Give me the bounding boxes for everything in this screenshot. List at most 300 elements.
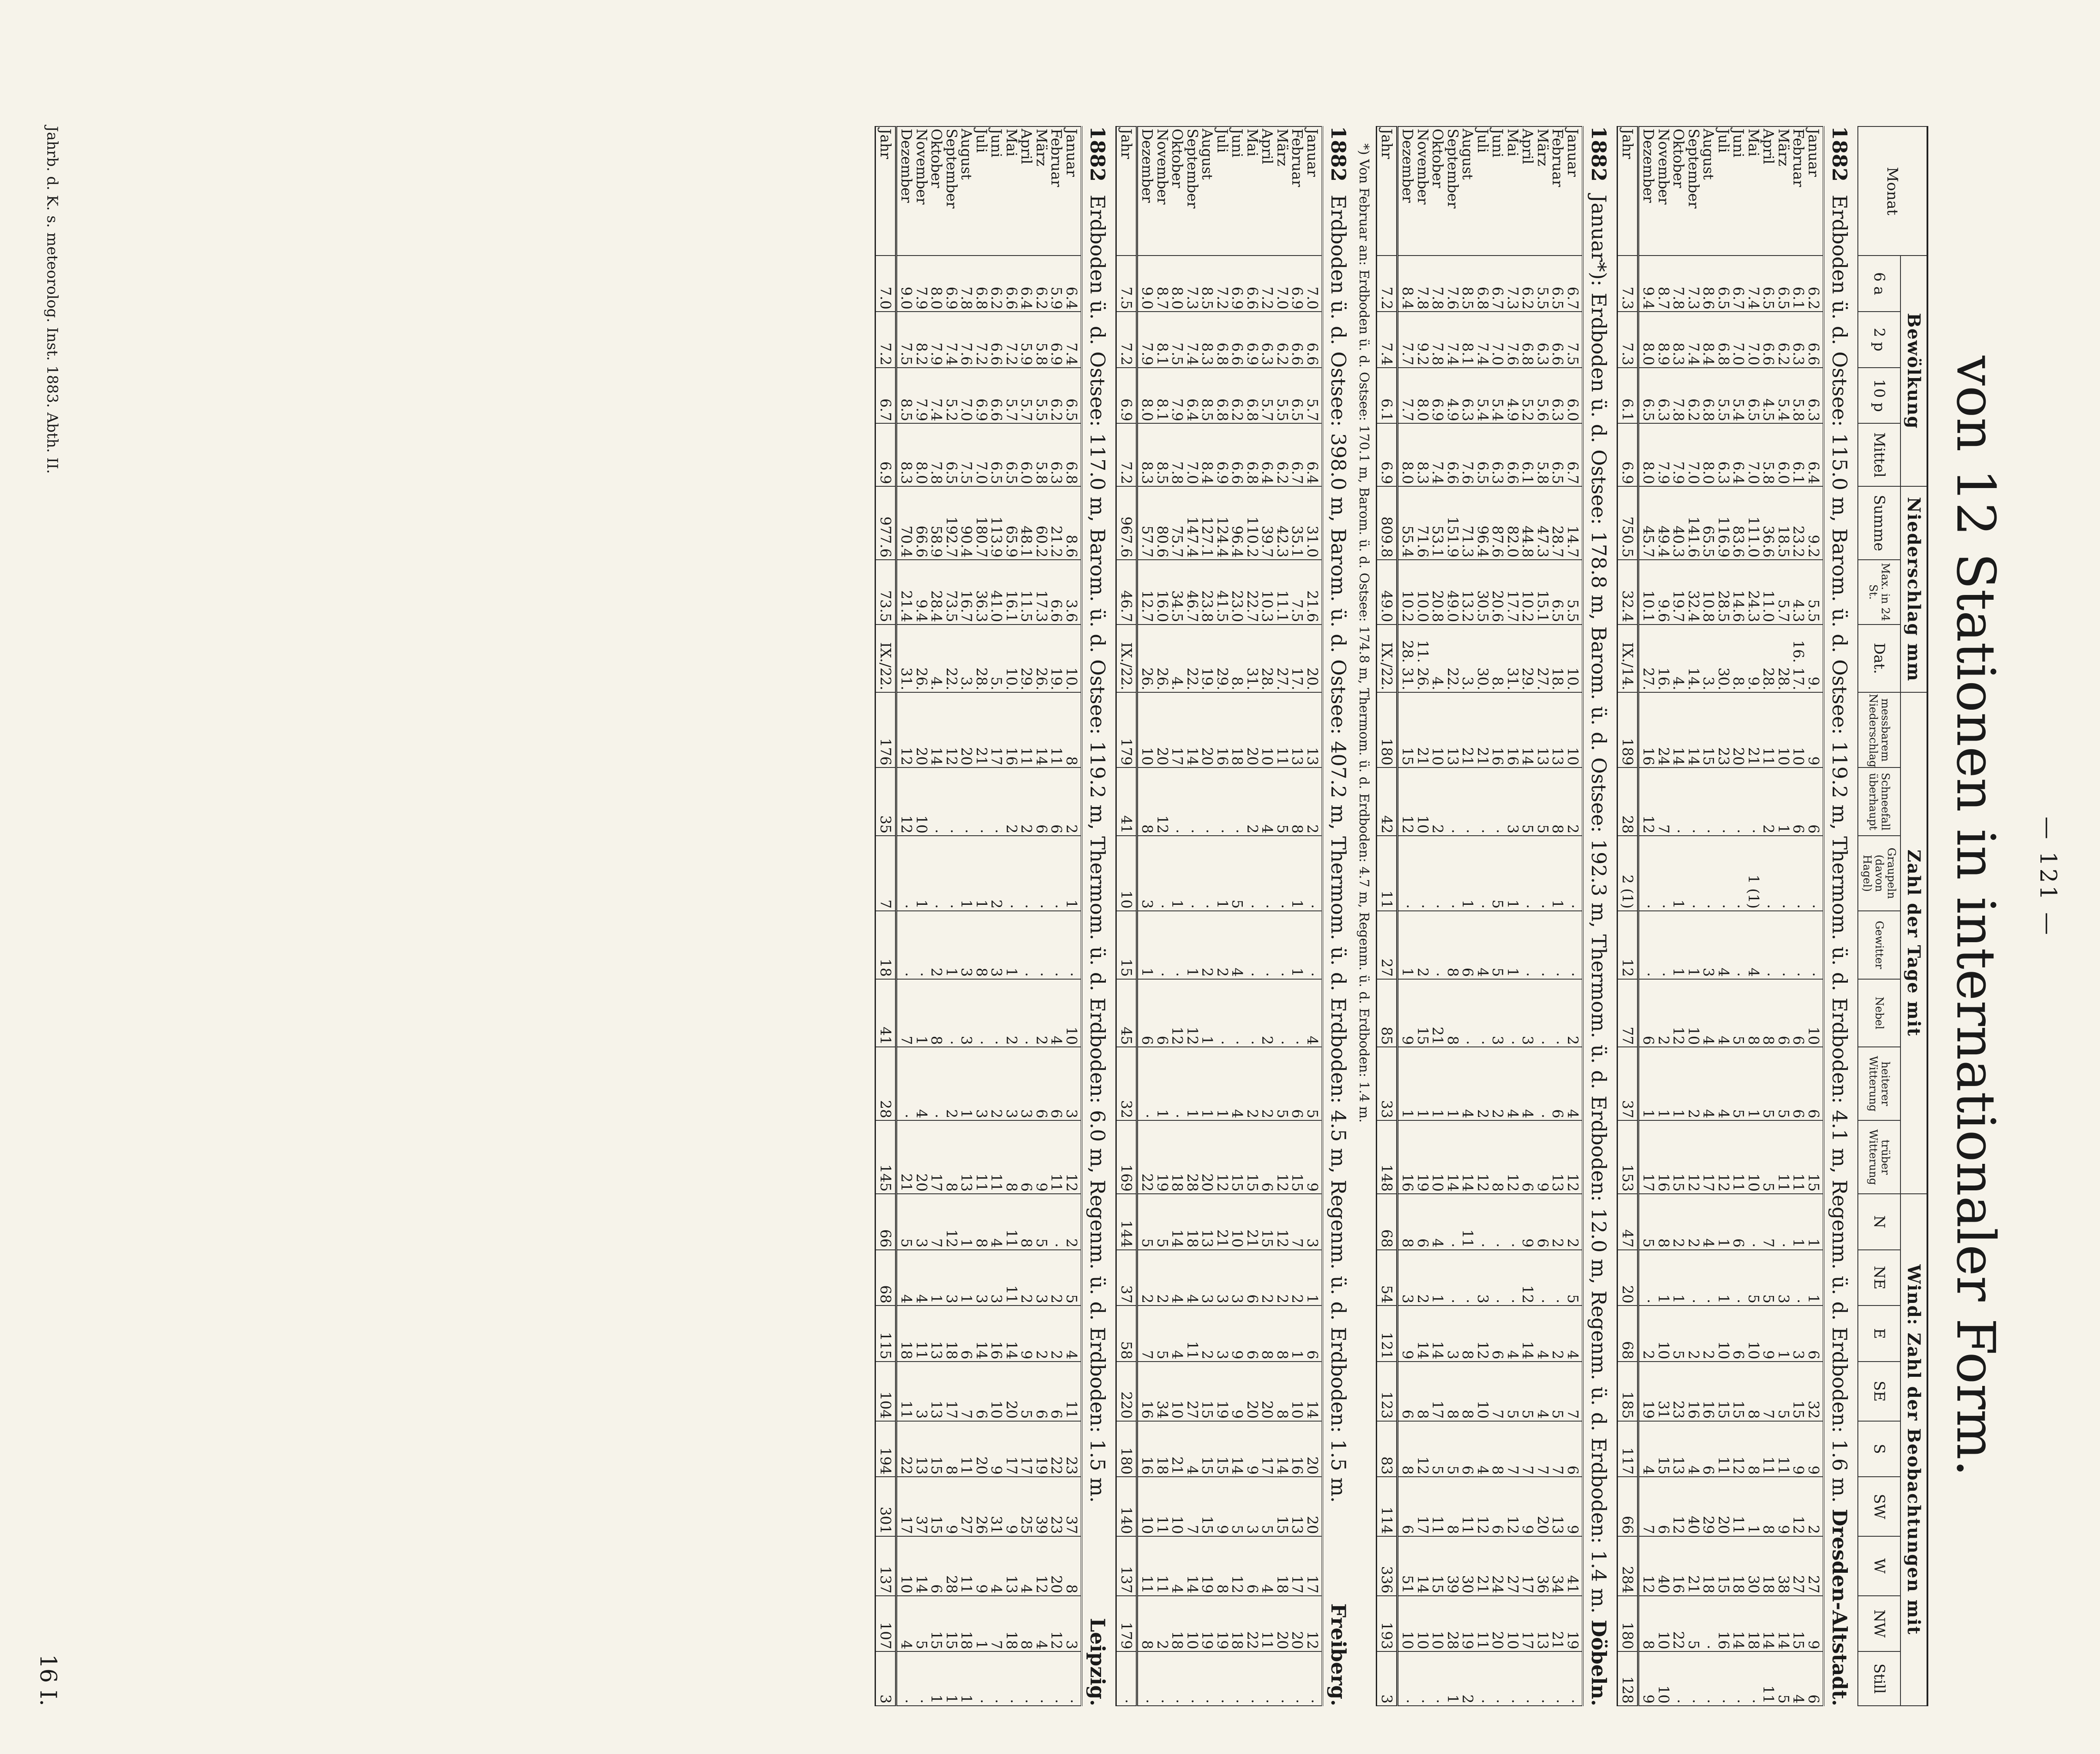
table-cell: 4 xyxy=(1185,1421,1200,1477)
table-cell: 6.3 xyxy=(1260,312,1275,368)
table-cell: 11 xyxy=(1430,1477,1445,1536)
table-cell: 40.3 xyxy=(1671,486,1686,560)
table-cell: 29. xyxy=(1019,625,1034,693)
table-cell: 11 xyxy=(1460,1477,1475,1536)
table-cell: 6 xyxy=(1656,1477,1671,1536)
table-cell: 22. xyxy=(1185,625,1200,693)
year-total-row xyxy=(1116,126,1137,1706)
table-cell: · xyxy=(1535,1651,1551,1706)
table-cell: IX./22. xyxy=(875,625,896,693)
table-cell: · xyxy=(1776,1194,1791,1250)
table-cell: · xyxy=(1460,979,1475,1047)
table-cell: 2 xyxy=(1671,1194,1686,1250)
table-cell: 1 xyxy=(1290,1306,1305,1362)
table-cell: 18 xyxy=(1170,1596,1185,1652)
table-cell: 6.8 xyxy=(974,256,989,312)
table-cell: 3 xyxy=(974,1250,989,1306)
table-cell: 15 xyxy=(1716,1362,1731,1421)
table-cell: 14 xyxy=(1034,692,1049,767)
year-total-row xyxy=(1377,126,1398,1706)
month-label: März xyxy=(1034,126,1049,256)
table-cell: 68 xyxy=(875,1250,896,1306)
table-cell: 7.2 xyxy=(1004,312,1019,368)
table-row xyxy=(1746,126,1761,1706)
table-cell: 14 xyxy=(1761,1596,1776,1652)
table-cell: 20 xyxy=(1275,1596,1290,1652)
table-cell: 1 xyxy=(1671,1047,1686,1120)
table-cell: 1 xyxy=(1445,1651,1461,1706)
table-cell: 6 xyxy=(1137,979,1155,1047)
table-cell: 12 xyxy=(1034,1536,1049,1596)
table-cell: 21.2 xyxy=(1049,486,1064,560)
table-cell: 6.8 xyxy=(1475,256,1491,312)
table-cell: 12 xyxy=(1505,1477,1521,1536)
table-cell: 10 xyxy=(1430,1120,1445,1194)
table-cell: 5 xyxy=(1445,1421,1461,1477)
table-cell: 10 xyxy=(1430,1596,1445,1652)
table-cell: 7.6 xyxy=(1505,312,1521,368)
table-cell: · xyxy=(1049,836,1064,911)
table-cell: 9 xyxy=(1230,1306,1245,1362)
table-cell: 15 xyxy=(1200,1362,1215,1421)
table-cell: · xyxy=(1445,767,1461,836)
table-row xyxy=(1137,126,1155,1706)
table-cell: 6.8 xyxy=(1245,423,1260,486)
table-cell: 4 xyxy=(1565,1306,1583,1362)
table-cell: 9.4 xyxy=(914,560,929,625)
table-cell: 7 xyxy=(1137,1306,1155,1362)
table-cell: 4 xyxy=(1535,1306,1551,1362)
table-cell: 11 xyxy=(1064,1362,1082,1421)
month-label: Mai xyxy=(1004,126,1019,256)
table-cell: 2 xyxy=(1686,1047,1701,1120)
table-cell: 13 xyxy=(1535,1596,1551,1652)
table-cell: 39 xyxy=(1445,1536,1461,1596)
table-cell: 16 xyxy=(1137,1362,1155,1421)
table-cell: 6.3 xyxy=(1490,423,1505,486)
table-cell: · xyxy=(974,767,989,836)
table-cell: 16 xyxy=(1398,1120,1415,1194)
table-cell: 13 xyxy=(929,1306,944,1362)
table-cell: 19 xyxy=(1200,1536,1215,1596)
table-cell: 16 xyxy=(1137,1421,1155,1477)
month-label: November xyxy=(1415,126,1431,256)
table-cell: 8.5 xyxy=(1155,423,1170,486)
table-cell: · xyxy=(1275,979,1290,1047)
table-cell: 28 xyxy=(1185,1120,1200,1194)
table-cell: 6.0 xyxy=(1776,423,1791,486)
table-cell: 34 xyxy=(1155,1362,1170,1421)
table-cell: · xyxy=(1245,836,1260,911)
table-cell: 20 xyxy=(1004,1362,1019,1421)
table-row xyxy=(1656,126,1671,1706)
table-cell: 5.5 xyxy=(1034,368,1049,424)
table-cell: 6.2 xyxy=(1806,256,1824,312)
table-row xyxy=(1200,126,1215,1706)
table-cell: 10. xyxy=(1004,625,1019,693)
table-cell: 16 xyxy=(1638,692,1656,767)
table-cell: 6 xyxy=(1460,1421,1475,1477)
table-cell: 6.2 xyxy=(1520,256,1535,312)
table-cell: 14 xyxy=(1275,1421,1290,1477)
table-cell: 5 xyxy=(1155,1194,1170,1250)
table-cell: 13 xyxy=(1290,1477,1305,1536)
table-cell: 5.8 xyxy=(1761,423,1776,486)
table-cell: 22 xyxy=(1671,1596,1686,1652)
table-row xyxy=(1064,126,1082,1706)
table-cell: 1 xyxy=(974,836,989,911)
table-cell: 11 xyxy=(959,1536,974,1596)
table-cell: 153 xyxy=(1617,1120,1638,1194)
table-cell: 8 xyxy=(1445,1477,1461,1536)
table-cell: 6.9 xyxy=(974,368,989,424)
table-cell: 151.9 xyxy=(1445,486,1461,560)
table-cell: 2 xyxy=(1155,1250,1170,1306)
table-cell: 1 xyxy=(959,1250,974,1306)
table-cell: 7.9 xyxy=(929,312,944,368)
table-cell: 11 xyxy=(1185,1306,1200,1362)
table-cell: 6.4 xyxy=(1731,423,1746,486)
table-cell: 14 xyxy=(1686,692,1701,767)
table-cell: 12 xyxy=(1638,1536,1656,1596)
table-cell: 28. xyxy=(974,625,989,693)
table-cell: · xyxy=(1049,1651,1064,1706)
table-cell: 6 xyxy=(1791,1047,1806,1120)
table-cell: 4 xyxy=(1505,1306,1521,1362)
table-cell: 10 xyxy=(1776,692,1791,767)
table-cell: 11.5 xyxy=(1019,560,1034,625)
month-label: März xyxy=(1275,126,1290,256)
table-cell: · xyxy=(1260,836,1275,911)
table-cell: 1 xyxy=(1185,911,1200,979)
table-cell: 28 xyxy=(944,1536,959,1596)
table-cell: 14 xyxy=(1731,1596,1746,1652)
table-cell: 104 xyxy=(875,1362,896,1421)
table-cell: 41 xyxy=(1565,1536,1583,1596)
table-cell: · xyxy=(1656,911,1671,979)
column-header xyxy=(1857,126,1928,1706)
table-cell: · xyxy=(1806,911,1824,979)
table-cell: 9.2 xyxy=(1806,486,1824,560)
table-cell: 4 xyxy=(1170,1306,1185,1362)
table-cell: 3. xyxy=(959,625,974,693)
table-cell: 6 xyxy=(1460,911,1475,979)
header-wind-col: Still xyxy=(1858,1651,1900,1706)
table-cell: 20.6 xyxy=(1490,560,1505,625)
table-cell: · xyxy=(1185,1651,1200,1706)
table-row xyxy=(1230,126,1245,1706)
table-cell: 10.3 xyxy=(1260,560,1275,625)
table-cell: 5 xyxy=(1275,767,1290,836)
table-cell: 5.8 xyxy=(1791,368,1806,424)
table-cell: 5 xyxy=(1230,836,1245,911)
table-cell: 8.3 xyxy=(1415,423,1431,486)
table-cell: 6.7 xyxy=(1290,423,1305,486)
table-cell: 8.0 xyxy=(1638,312,1656,368)
table-cell: 6.7 xyxy=(1565,256,1583,312)
table-cell: 10 xyxy=(1430,692,1445,767)
table-cell: 11 xyxy=(1460,1194,1475,1250)
table-cell: · xyxy=(1245,911,1260,979)
table-cell: · xyxy=(896,1651,914,1706)
table-cell: 27 xyxy=(1505,1536,1521,1596)
table-cell: 2 xyxy=(1550,1194,1565,1250)
table-cell: 179 xyxy=(1116,692,1137,767)
table-cell: 16 xyxy=(1671,1536,1686,1596)
table-cell: 60.2 xyxy=(1034,486,1049,560)
month-label: Januar xyxy=(1064,126,1082,256)
table-cell: 15 xyxy=(1275,1477,1290,1536)
table-cell: 6 xyxy=(1155,979,1170,1047)
table-cell: 17 xyxy=(1520,1536,1535,1596)
table-cell: · xyxy=(1776,911,1791,979)
table-row xyxy=(1475,126,1491,1706)
table-cell: 14 xyxy=(1185,1536,1200,1596)
table-cell: 6.8 xyxy=(1215,312,1230,368)
station-header xyxy=(1828,126,1851,1706)
table-cell: 6 xyxy=(1806,1047,1824,1120)
table-cell: 7.5 xyxy=(1565,312,1583,368)
table-cell: 9 xyxy=(1305,1120,1323,1194)
table-cell: 66 xyxy=(1617,1477,1638,1536)
month-label: April xyxy=(1260,126,1275,256)
table-cell: 18 xyxy=(1004,1596,1019,1652)
month-label: Dezember xyxy=(1137,126,1155,256)
table-cell: 10 xyxy=(1398,1596,1415,1652)
table-cell: 15 xyxy=(1791,1596,1806,1652)
table-cell: · xyxy=(1170,767,1185,836)
month-label: Juni xyxy=(1731,126,1746,256)
table-cell: 7.2 xyxy=(875,312,896,368)
table-cell: 21 xyxy=(974,692,989,767)
table-cell: 18.5 xyxy=(1776,486,1791,560)
table-cell: 16 xyxy=(1656,1120,1671,1194)
table-cell: 5.2 xyxy=(944,368,959,424)
table-cell: 7.0 xyxy=(1686,423,1701,486)
table-cell: 7 xyxy=(1565,1362,1583,1421)
table-cell: · xyxy=(1200,767,1215,836)
table-cell: 15 xyxy=(1716,1536,1731,1596)
table-cell: 114 xyxy=(1377,1477,1398,1536)
table-cell: 11 xyxy=(1155,1477,1170,1536)
table-cell: 6.9 xyxy=(1290,256,1305,312)
table-cell: 12 xyxy=(1275,1194,1290,1250)
table-cell: · xyxy=(1415,1651,1431,1706)
table-cell: 32.4 xyxy=(1617,560,1638,625)
header-niederschlag: Niederschlag mm xyxy=(1900,486,1927,692)
table-cell: 8 xyxy=(1746,979,1761,1047)
table-cell: 5 xyxy=(1064,1250,1082,1306)
table-cell: 18 xyxy=(1275,1536,1290,1596)
table-cell: 18 xyxy=(1746,1596,1761,1652)
table-cell: 9 xyxy=(1791,1421,1806,1477)
table-cell: 6.5 xyxy=(944,423,959,486)
table-cell: 6 xyxy=(1049,1362,1064,1421)
table-cell: · xyxy=(1761,836,1776,911)
table-cell: 1 xyxy=(1200,979,1215,1047)
table-cell: 8 xyxy=(1215,1536,1230,1596)
table-cell: 4 xyxy=(1716,911,1731,979)
table-cell: 66 xyxy=(875,1194,896,1250)
table-cell: 1 xyxy=(1290,836,1305,911)
table-cell: · xyxy=(896,1047,914,1120)
month-label: August xyxy=(959,126,974,256)
table-cell: 66.6 xyxy=(914,486,929,560)
table-cell: 37 xyxy=(1064,1477,1082,1536)
table-cell: · xyxy=(1535,979,1551,1047)
table-cell: 6.6 xyxy=(1761,312,1776,368)
table-cell: 83 xyxy=(1377,1421,1398,1477)
month-label: Juli xyxy=(1475,126,1491,256)
table-cell: · xyxy=(1716,836,1731,911)
table-cell: 7.5 xyxy=(1116,256,1137,312)
table-cell: · xyxy=(1746,1194,1761,1250)
table-cell: 6.3 xyxy=(1049,423,1064,486)
table-cell: 9.4 xyxy=(1638,256,1656,312)
station-data-table xyxy=(1617,126,1824,1706)
table-cell: 6 xyxy=(959,1306,974,1362)
table-cell: 12 xyxy=(1791,1477,1806,1536)
table-cell: 2 xyxy=(1034,979,1049,1047)
table-cell: 68 xyxy=(1377,1194,1398,1250)
table-cell: 8.1 xyxy=(1155,368,1170,424)
table-cell: 7.4 xyxy=(1445,312,1461,368)
table-cell: 2 xyxy=(1490,1047,1505,1120)
table-cell: 3 xyxy=(1064,1596,1082,1652)
year-label: Jahr xyxy=(1377,126,1398,256)
table-cell: 123 xyxy=(1377,1362,1398,1421)
table-cell: 4 xyxy=(1520,1047,1535,1120)
table-cell: 4 xyxy=(989,1194,1004,1250)
month-label: Januar xyxy=(1806,126,1824,256)
table-cell: 26. xyxy=(914,625,929,693)
month-label: März xyxy=(1776,126,1791,256)
table-cell: 9 xyxy=(1565,1477,1583,1536)
table-cell: 4 xyxy=(1701,1194,1716,1250)
table-cell: · xyxy=(1671,767,1686,836)
table-cell: 3 xyxy=(1230,1250,1245,1306)
table-cell: 96.4 xyxy=(1230,486,1245,560)
table-cell: · xyxy=(1806,836,1824,911)
table-cell: 85 xyxy=(1377,979,1398,1047)
table-cell: 4 xyxy=(914,1250,929,1306)
table-cell: 71.3 xyxy=(1460,486,1475,560)
table-cell: · xyxy=(1490,1651,1505,1706)
table-row xyxy=(1275,126,1290,1706)
table-cell: 9 xyxy=(1806,692,1824,767)
table-cell: 15 xyxy=(1290,1120,1305,1194)
table-cell: · xyxy=(1550,1250,1565,1306)
table-cell: 4 xyxy=(1230,1047,1245,1120)
header-nied-col: Dat. xyxy=(1858,625,1900,693)
table-cell: 3 xyxy=(1776,1250,1791,1306)
station-name: Leipzig. xyxy=(1086,1618,1109,1706)
table-cell: 1 xyxy=(1671,911,1686,979)
table-cell: 12 xyxy=(1565,1120,1583,1194)
table-cell: · xyxy=(1034,836,1049,911)
table-cell: · xyxy=(929,767,944,836)
table-cell: · xyxy=(1230,1651,1245,1706)
table-cell: 28. 31. xyxy=(1398,625,1415,693)
table-cell: 16 xyxy=(1505,692,1521,767)
header-wind-col: E xyxy=(1858,1306,1900,1362)
table-cell: 15 xyxy=(1200,1477,1215,1536)
table-cell: 1 xyxy=(1686,911,1701,979)
table-cell: 2 xyxy=(1260,1047,1275,1120)
table-cell: 12 xyxy=(1475,1306,1491,1362)
table-cell: · xyxy=(944,979,959,1047)
table-cell: · xyxy=(1260,911,1275,979)
table-row xyxy=(974,126,989,1706)
table-cell: 18 xyxy=(1230,692,1245,767)
table-cell: 16 xyxy=(1004,692,1019,767)
table-cell: 2 xyxy=(1290,1250,1305,1306)
table-cell: 18. xyxy=(1550,625,1565,693)
table-cell: 82.0 xyxy=(1505,486,1521,560)
table-cell: 8.1 xyxy=(1460,312,1475,368)
table-cell: · xyxy=(1034,911,1049,979)
table-cell: 180 xyxy=(1377,692,1398,767)
table-cell: 8 xyxy=(944,1120,959,1194)
table-cell: 6.8 xyxy=(1520,312,1535,368)
table-cell: 13 xyxy=(1004,1536,1019,1596)
table-cell: 13 xyxy=(1550,1477,1565,1536)
table-cell: 8. xyxy=(1230,625,1245,693)
table-cell: 3 xyxy=(959,911,974,979)
table-cell: 809.8 xyxy=(1377,486,1398,560)
table-cell: · xyxy=(1137,1047,1155,1120)
table-cell: 6 xyxy=(1535,1194,1551,1250)
header-nied-col: Max. in 24 St. xyxy=(1858,560,1900,625)
table-cell: · xyxy=(1137,1651,1155,1706)
table-cell: 42 xyxy=(1377,767,1398,836)
table-cell: 8 xyxy=(1415,1362,1431,1421)
table-cell: 12.7 xyxy=(1137,560,1155,625)
table-cell: · xyxy=(1716,1651,1731,1706)
table-cell: 8.4 xyxy=(1398,256,1415,312)
table-cell: 14 xyxy=(1230,1421,1245,1477)
table-cell: 4 xyxy=(1701,1047,1716,1120)
table-row xyxy=(1505,126,1521,1706)
table-cell: 7 xyxy=(959,1362,974,1421)
table-cell: 6.1 xyxy=(1791,256,1806,312)
table-cell: 116.9 xyxy=(1716,486,1731,560)
table-cell: 3 xyxy=(1137,836,1155,911)
table-cell: 6.4 xyxy=(1019,256,1034,312)
table-cell: 19 xyxy=(1638,1362,1656,1421)
table-cell: 9 xyxy=(1230,1362,1245,1421)
table-cell: 8.6 xyxy=(1064,486,1082,560)
table-cell: 3 xyxy=(1701,911,1716,979)
month-label: Oktober xyxy=(1430,126,1445,256)
month-label: August xyxy=(1701,126,1716,256)
table-cell: · xyxy=(1230,767,1245,836)
table-cell: 15 xyxy=(1731,1362,1746,1421)
table-cell: · xyxy=(1701,1651,1716,1706)
table-cell: · xyxy=(1004,836,1019,911)
table-cell: 21 xyxy=(1415,692,1431,767)
table-cell: 11 xyxy=(1275,692,1290,767)
header-bew-col: 6 a xyxy=(1858,256,1900,312)
table-cell: 8.1 xyxy=(1155,312,1170,368)
table-cell: 2 xyxy=(1004,979,1019,1047)
table-cell: 11 xyxy=(914,1306,929,1362)
table-cell: 192.7 xyxy=(944,486,959,560)
table-cell: 21 xyxy=(1475,1536,1491,1596)
table-cell: 21 xyxy=(1460,692,1475,767)
month-label: Juni xyxy=(1230,126,1245,256)
month-label: Dezember xyxy=(1398,126,1415,256)
